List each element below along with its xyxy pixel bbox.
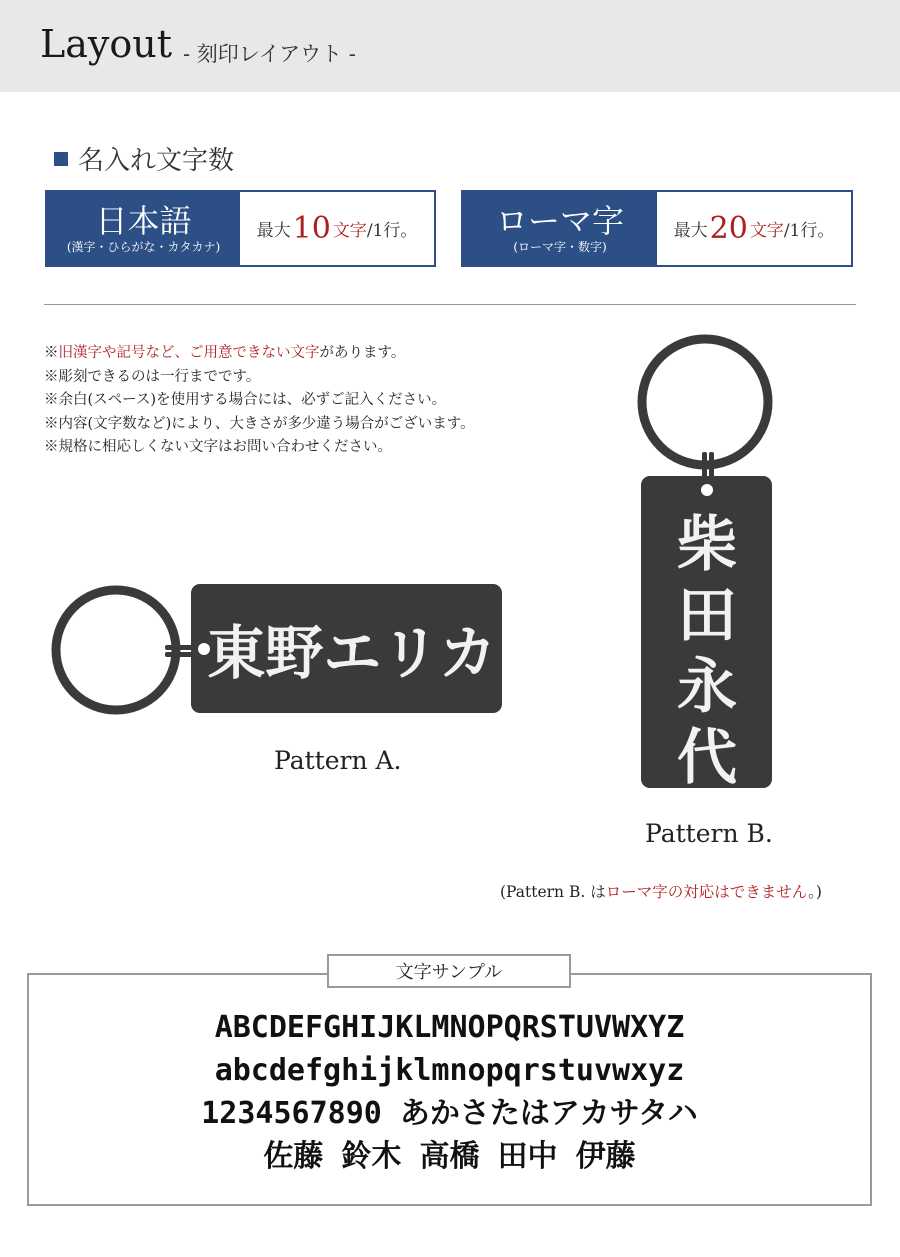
- japanese-label: 日本語: [95, 201, 192, 240]
- key-ring-icon: [642, 339, 768, 465]
- key-ring-icon: [56, 590, 176, 710]
- limit-prefix: 最大: [673, 221, 708, 241]
- pattern-b-char: 柴: [677, 510, 737, 580]
- pattern-b-keychain: [630, 330, 790, 795]
- page-title: Layout: [40, 22, 172, 66]
- notes-list: [44, 342, 475, 460]
- pattern-note-highlight: ローマ字の対応はできません: [605, 883, 809, 901]
- pattern-b-note: (Pattern B. はローマ字の対応はできません。): [500, 883, 822, 901]
- limit-number: 20: [709, 211, 748, 246]
- limit-unit: 文字: [749, 221, 784, 241]
- japanese-label-panel: [47, 192, 240, 265]
- page-header: [0, 0, 900, 92]
- page-subtitle: - 刻印レイアウト -: [183, 42, 356, 66]
- note-line: ※内容(文字数など)により、大きさが多少違う場合がございます。: [44, 415, 475, 432]
- japanese-limit-box: [45, 190, 436, 267]
- character-sample-lines: [27, 1006, 872, 1178]
- sample-line-lowercase: abcdefghijklmnopqrstuvwxyz: [214, 1053, 685, 1088]
- pattern-a-engraving: 東野エリカ: [207, 619, 497, 687]
- note-line: ※旧漢字や記号など、ご用意できない文字があります。: [44, 345, 406, 361]
- pattern-b-char: 永: [677, 652, 737, 722]
- section-heading: [54, 140, 234, 177]
- sample-line-digits-kana: 1234567890 あかさたはアカサタハ: [201, 1096, 698, 1131]
- roman-sublabel: (ローマ字・数字): [513, 239, 607, 254]
- section-divider: [44, 304, 856, 305]
- note-line: ※規格に相応しくない文字はお問い合わせください。: [44, 439, 392, 455]
- japanese-limit-text: [240, 192, 434, 265]
- pattern-b-char: 田: [677, 581, 737, 651]
- note-highlight: 旧漢字や記号など、ご用意できない文字: [58, 345, 320, 361]
- roman-limit-box: [461, 190, 853, 267]
- pattern-b-label: Pattern B.: [645, 819, 773, 848]
- pattern-a-keychain: [40, 575, 510, 725]
- limit-suffix: /1行。: [783, 221, 835, 241]
- limit-prefix: 最大: [256, 221, 291, 241]
- note-line: ※彫刻できるのは一行までです。: [44, 368, 261, 385]
- roman-label-panel: [463, 192, 657, 265]
- note-line: ※余白(スペース)を使用する場合には、必ずご記入ください。: [44, 392, 447, 408]
- character-sample-title: 文字サンプル: [327, 954, 571, 988]
- pattern-a-label: Pattern A.: [274, 746, 402, 775]
- section-title: 名入れ文字数: [78, 146, 235, 176]
- square-bullet-icon: [54, 152, 68, 166]
- limit-unit: 文字: [332, 221, 367, 241]
- limit-number: 10: [292, 211, 331, 246]
- pattern-b-char: 代: [677, 723, 737, 793]
- roman-limit-text: [657, 192, 851, 265]
- roman-label: ローマ字: [495, 201, 624, 240]
- sample-line-surnames: 佐藤 鈴木 高橋 田中 伊藤: [263, 1139, 636, 1174]
- japanese-sublabel: (漢字・ひらがな・カタカナ): [66, 239, 221, 254]
- limit-suffix: /1行。: [366, 221, 418, 241]
- sample-line-uppercase: ABCDEFGHIJKLMNOPQRSTUVWXYZ: [214, 1010, 685, 1045]
